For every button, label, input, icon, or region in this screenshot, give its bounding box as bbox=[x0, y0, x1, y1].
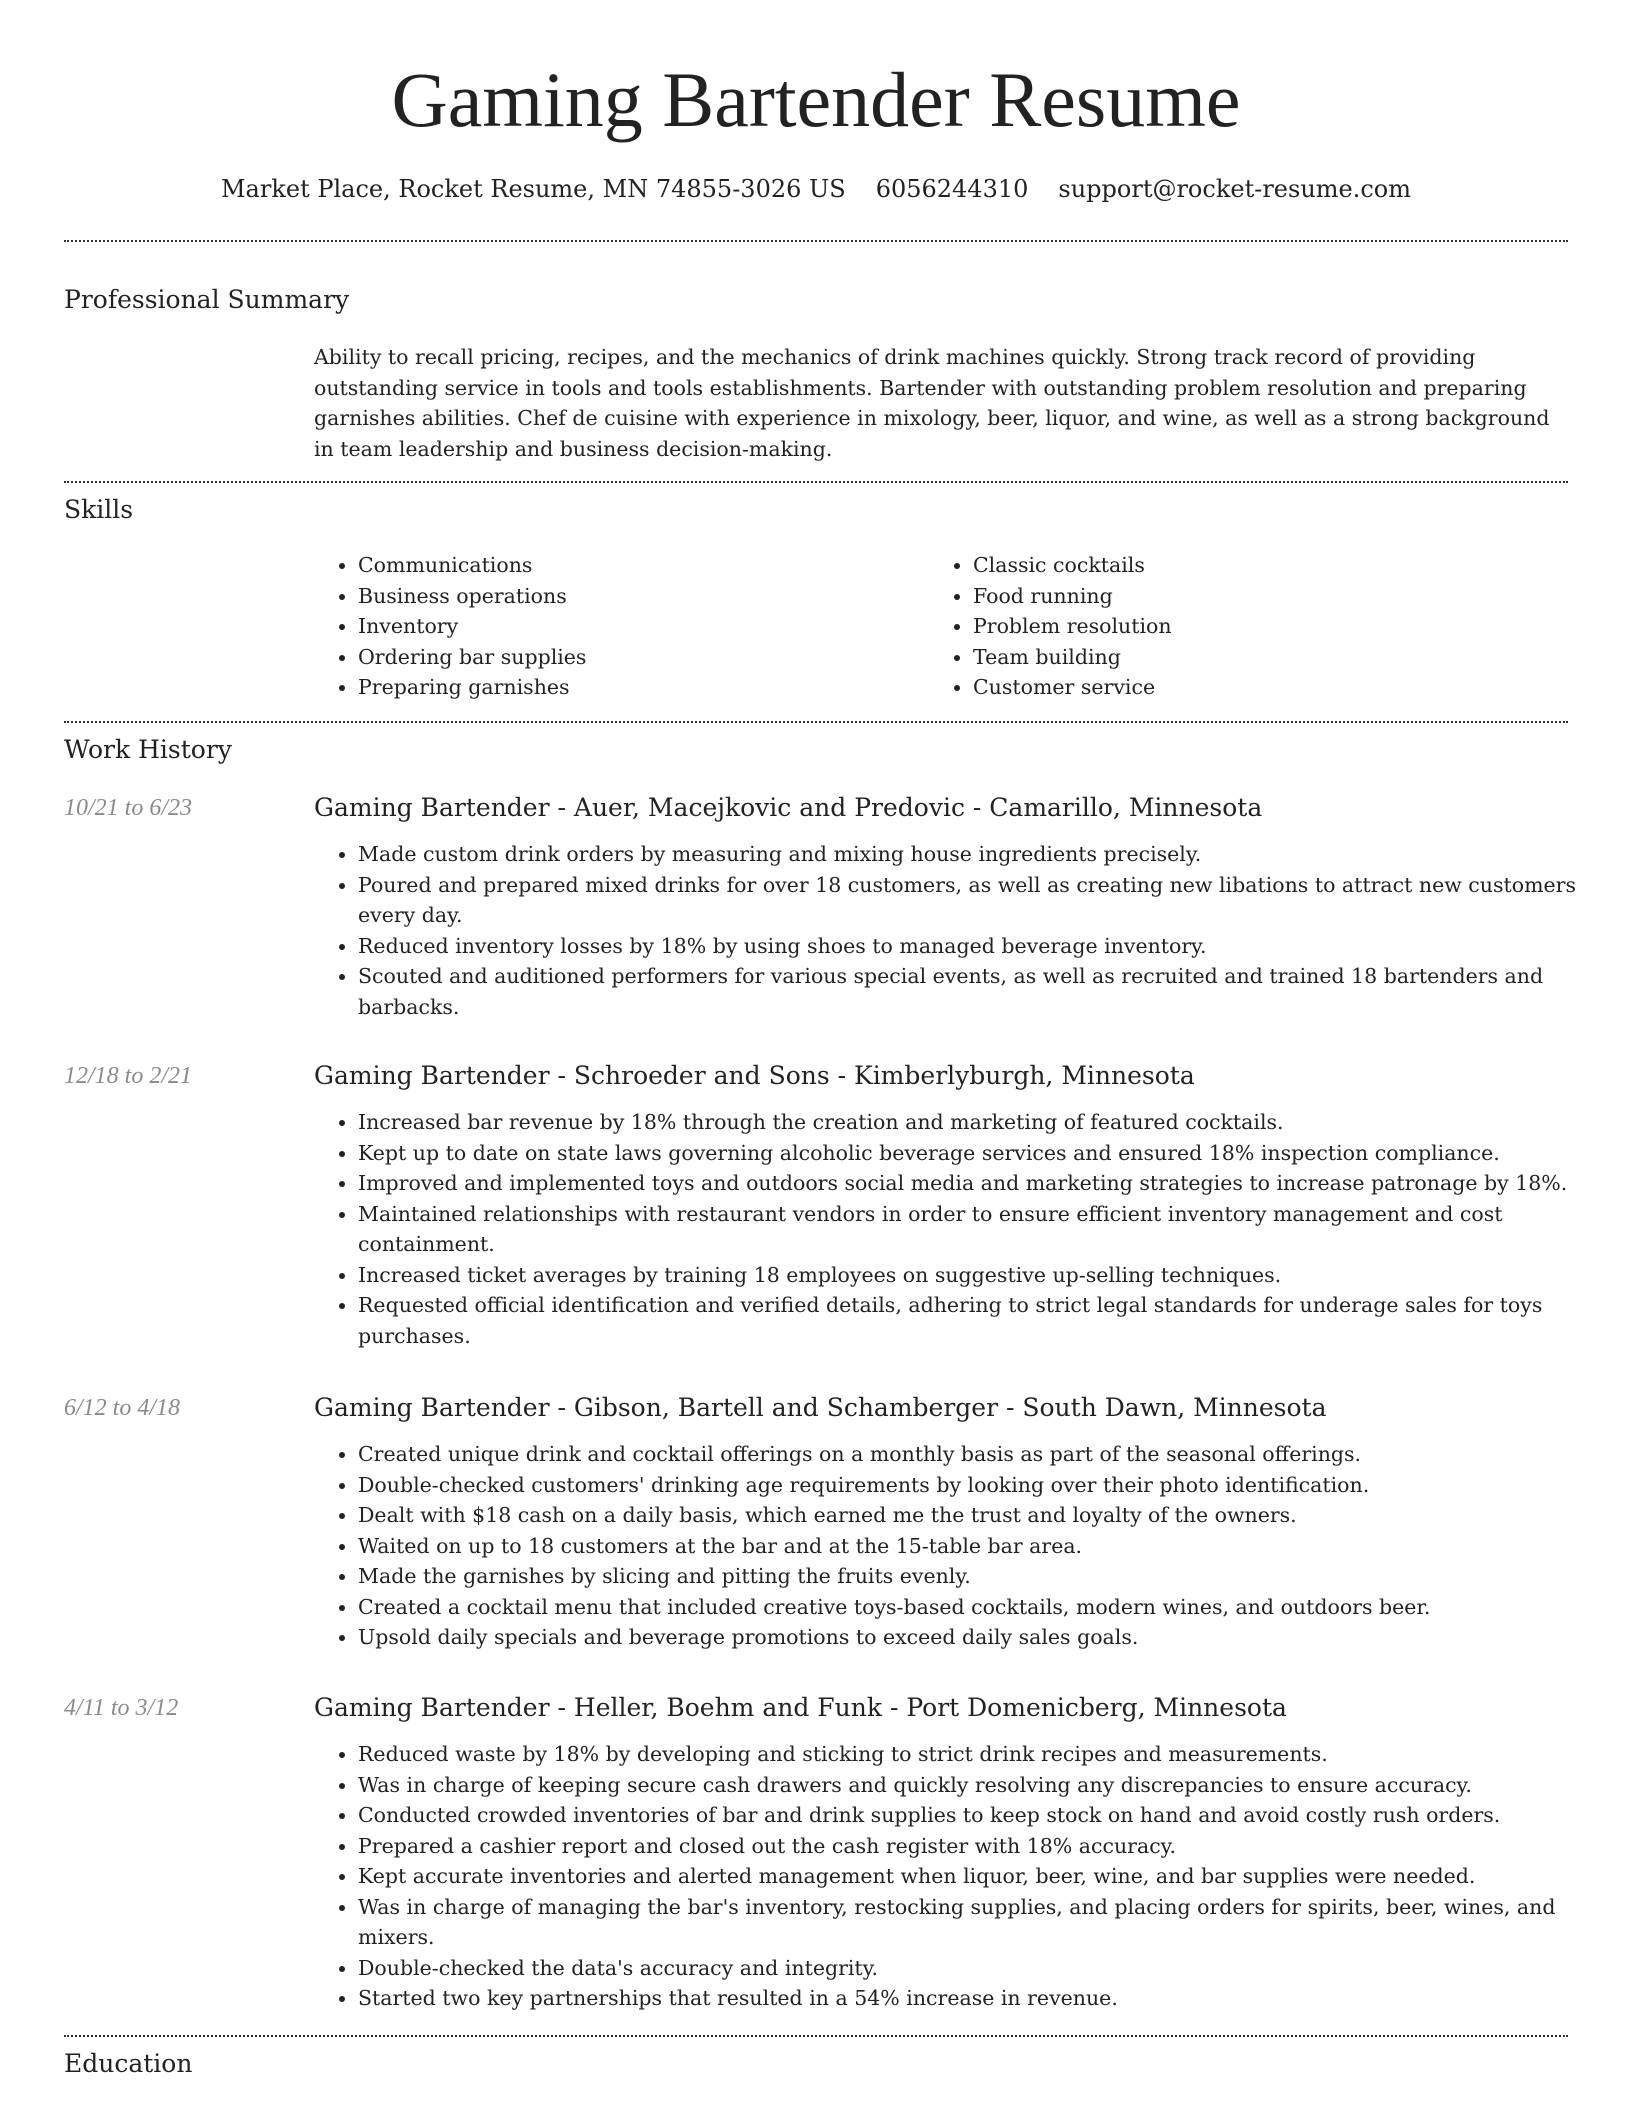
section-title-summary: Professional Summary bbox=[64, 285, 350, 314]
job-bullet: • Prepared a cashier report and closed out the cash register with 18% accuracy. bbox=[358, 1831, 1612, 1862]
job-dates: 10/21 to 6/23 bbox=[64, 795, 193, 821]
skill-item: • Business operations bbox=[358, 581, 586, 612]
skill-item: • Preparing garnishes bbox=[358, 672, 586, 703]
job-title: Gaming Bartender - Schroeder and Sons - Kimberlyburgh, Minnesota bbox=[314, 1061, 1195, 1090]
contact-address: Market Place, Rocket Resume, MN 74855-3026 US bbox=[220, 175, 846, 203]
job-title: Gaming Bartender - Heller, Boehm and Funk - Port Domenicberg, Minnesota bbox=[314, 1693, 1287, 1722]
job-bullet: • Was in charge of keeping secure cash drawers and quickly resolving any discrepancies to ensure accuracy. bbox=[358, 1770, 1612, 1801]
skill-item: • Team building bbox=[973, 642, 1172, 673]
job-bullet: • Poured and prepared mixed drinks for over 18 customers, as well as creating new libations to attract new customers every day. bbox=[358, 870, 1612, 931]
skill-item: • Classic cocktails bbox=[973, 550, 1172, 581]
section-title-skills: Skills bbox=[64, 495, 134, 524]
skill-item: • Problem resolution bbox=[973, 611, 1172, 642]
divider bbox=[64, 721, 1568, 723]
skill-item: • Communications bbox=[358, 550, 586, 581]
job-title: Gaming Bartender - Gibson, Bartell and Schamberger - South Dawn, Minnesota bbox=[314, 1393, 1327, 1422]
job-bullet: • Conducted crowded inventories of bar and drink supplies to keep stock on hand and avoid costly rush orders. bbox=[358, 1800, 1612, 1831]
resume-title: Gaming Bartender Resume bbox=[391, 56, 1241, 143]
job-bullet: • Double-checked customers' drinking age requirements by looking over their photo identification. bbox=[358, 1470, 1612, 1501]
contact-phone: 6056244310 bbox=[875, 175, 1029, 203]
job-bullets bbox=[314, 1107, 1612, 1351]
skill-item: • Food running bbox=[973, 581, 1172, 612]
job-bullet: • Reduced waste by 18% by developing and sticking to strict drink recipes and measurements. bbox=[358, 1739, 1612, 1770]
contact-line bbox=[0, 172, 1632, 206]
job-dates: 4/11 to 3/12 bbox=[64, 1695, 179, 1721]
divider bbox=[64, 240, 1568, 242]
job-bullet: • Double-checked the data's accuracy and integrity. bbox=[358, 1953, 1612, 1984]
job-bullet: • Created unique drink and cocktail offerings on a monthly basis as part of the seasonal offerings. bbox=[358, 1439, 1612, 1470]
job-bullet: • Made custom drink orders by measuring and mixing house ingredients precisely. bbox=[358, 839, 1612, 870]
job-bullet: • Was in charge of managing the bar's inventory, restocking supplies, and placing orders for spirits, beer, wines, and mixers. bbox=[358, 1892, 1612, 1953]
job-bullet: • Kept accurate inventories and alerted management when liquor, beer, wine, and bar supplies were needed. bbox=[358, 1861, 1612, 1892]
job-bullet: • Kept up to date on state laws governing alcoholic beverage services and ensured 18% inspection compliance. bbox=[358, 1138, 1612, 1169]
job-bullet: • Made the garnishes by slicing and pitting the fruits evenly. bbox=[358, 1561, 1612, 1592]
job-bullet: • Reduced inventory losses by 18% by using shoes to managed beverage inventory. bbox=[358, 931, 1612, 962]
job-bullet: • Started two key partnerships that resulted in a 54% increase in revenue. bbox=[358, 1983, 1612, 2014]
job-title: Gaming Bartender - Auer, Macejkovic and Predovic - Camarillo, Minnesota bbox=[314, 793, 1263, 822]
job-bullets bbox=[314, 1739, 1612, 2014]
section-title-education: Education bbox=[64, 2049, 193, 2078]
skills-list-right bbox=[929, 550, 1172, 703]
job-dates: 6/12 to 4/18 bbox=[64, 1395, 181, 1421]
job-bullet: • Requested official identification and verified details, adhering to strict legal standards for underage sales for toys purchases. bbox=[358, 1290, 1612, 1351]
job-bullets bbox=[314, 1439, 1612, 1653]
job-bullet: • Increased ticket averages by training 18 employees on suggestive up-selling techniques. bbox=[358, 1260, 1612, 1291]
job-bullet: • Improved and implemented toys and outdoors social media and marketing strategies to increase patronage by 18%. bbox=[358, 1168, 1612, 1199]
job-bullet: • Upsold daily specials and beverage promotions to exceed daily sales goals. bbox=[358, 1622, 1612, 1653]
summary-text: Ability to recall pricing, recipes, and the mechanics of drink machines quickly. Strong track record of providing outstanding service in tools and tools establishments. Bartender with outstanding problem resolution and preparing garnishes abilities. Chef de cuisine with experience in mixology, beer, liquor, and wine, as well as a strong background in team leadership and business decision-making. bbox=[314, 345, 1550, 461]
skills-list-left bbox=[314, 550, 586, 703]
job-bullet: • Dealt with $18 cash on a daily basis, which earned me the trust and loyalty of the owners. bbox=[358, 1500, 1612, 1531]
contact-email: support@rocket-resume.com bbox=[1058, 175, 1412, 203]
section-title-work-history: Work History bbox=[64, 735, 232, 764]
job-bullet: • Created a cocktail menu that included creative toys-based cocktails, modern wines, and outdoors beer. bbox=[358, 1592, 1612, 1623]
job-bullet: • Scouted and auditioned performers for various special events, as well as recruited and trained 18 bartenders and barbacks. bbox=[358, 961, 1612, 1022]
job-bullets bbox=[314, 839, 1612, 1022]
skill-item: • Ordering bar supplies bbox=[358, 642, 586, 673]
job-dates: 12/18 to 2/21 bbox=[64, 1063, 193, 1089]
job-bullet: • Increased bar revenue by 18% through the creation and marketing of featured cocktails. bbox=[358, 1107, 1612, 1138]
divider bbox=[64, 2035, 1568, 2037]
divider bbox=[64, 481, 1568, 483]
skill-item: • Customer service bbox=[973, 672, 1172, 703]
skill-item: • Inventory bbox=[358, 611, 586, 642]
job-bullet: • Waited on up to 18 customers at the bar and at the 15-table bar area. bbox=[358, 1531, 1612, 1562]
job-bullet: • Maintained relationships with restaurant vendors in order to ensure efficient inventory management and cost containment. bbox=[358, 1199, 1612, 1260]
